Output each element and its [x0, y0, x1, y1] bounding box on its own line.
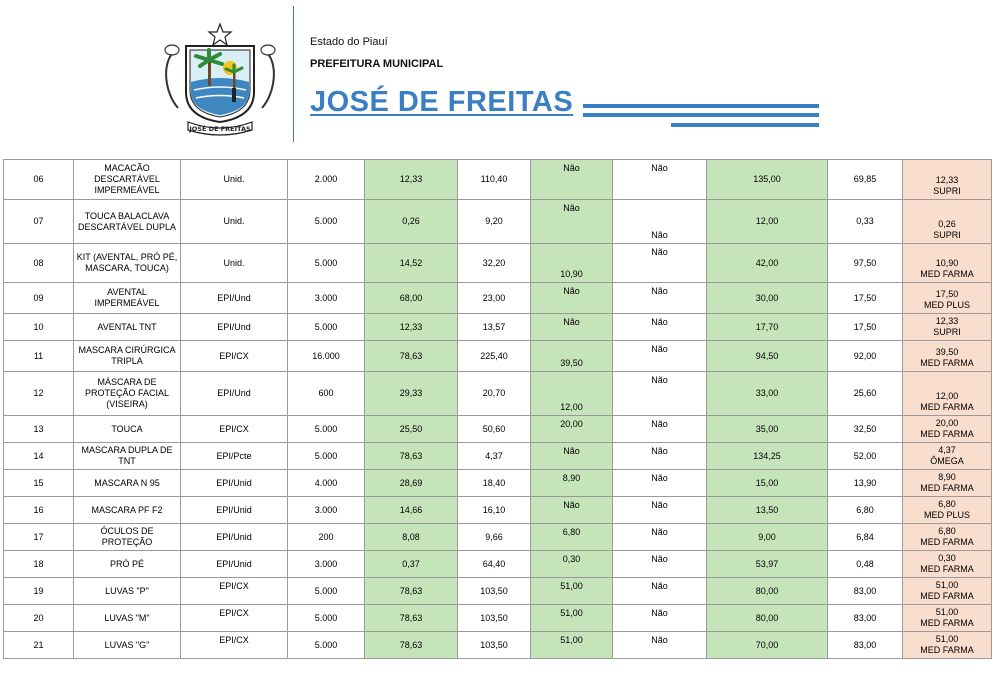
winning-price: [903, 341, 992, 372]
table-row: [4, 551, 992, 578]
header-divider: [293, 6, 294, 142]
price-col-10: 6,84: [828, 524, 903, 551]
price-col-9: 35,00: [707, 416, 828, 443]
table-row: [4, 578, 992, 605]
price-col-10: 52,00: [828, 443, 903, 470]
item-number: 09: [4, 283, 74, 314]
price-col-6: 225,40: [458, 341, 531, 372]
item-quantity: 3.000: [288, 551, 365, 578]
state-name: Estado do Piauí: [310, 36, 388, 48]
item-quantity: 200: [288, 524, 365, 551]
item-unit: EPI/Unid: [181, 551, 288, 578]
winning-price-value: 10,90: [935, 258, 959, 268]
price-col-9: 80,00: [707, 605, 828, 632]
price-col-7: Não: [531, 497, 613, 524]
price-col-8: Não: [613, 497, 707, 524]
winning-price: [903, 443, 992, 470]
price-col-7: 0,30: [531, 551, 613, 578]
winning-supplier: MED FARMA: [920, 591, 974, 601]
winning-supplier: SUPRI: [933, 230, 961, 240]
winning-price: [903, 200, 992, 244]
table-row: [4, 244, 992, 283]
item-number: 20: [4, 605, 74, 632]
price-col-6: 103,50: [458, 632, 531, 659]
table-row: [4, 341, 992, 372]
table-row: [4, 632, 992, 659]
item-quantity: 5.000: [288, 416, 365, 443]
price-col-5: 78,63: [365, 578, 458, 605]
item-number: 21: [4, 632, 74, 659]
item-unit: Unid.: [181, 160, 288, 200]
item-number: 16: [4, 497, 74, 524]
price-col-10: 32,50: [828, 416, 903, 443]
price-col-6: 4,37: [458, 443, 531, 470]
item-quantity: 5.000: [288, 443, 365, 470]
item-number: 19: [4, 578, 74, 605]
winning-supplier: MED PLUS: [923, 300, 970, 310]
item-description: AVENTAL IMPERMEÁVEL: [74, 283, 181, 314]
winning-supplier: MED FARMA: [920, 402, 974, 412]
item-description: TOUCA: [74, 416, 181, 443]
price-col-7: 6,80: [531, 524, 613, 551]
winning-price: [903, 244, 992, 283]
letterhead: [0, 0, 993, 150]
winning-price: [903, 632, 992, 659]
item-quantity: 5.000: [288, 578, 365, 605]
winning-price-value: 12,33: [935, 175, 959, 185]
price-col-6: 64,40: [458, 551, 531, 578]
winning-supplier: MED PLUS: [923, 510, 970, 520]
item-unit: EPI/CX: [181, 578, 288, 605]
svg-text:JOSÉ DE FREITAS: JOSÉ DE FREITAS: [189, 125, 251, 133]
winning-price-value: 4,37: [938, 445, 956, 455]
price-col-5: 14,52: [365, 244, 458, 283]
item-description: MASCARA DUPLA DE TNT: [74, 443, 181, 470]
item-quantity: 600: [288, 372, 365, 416]
price-col-7: 51,00: [531, 578, 613, 605]
price-col-5: 12,33: [365, 160, 458, 200]
item-description: LUVAS "M": [74, 605, 181, 632]
price-col-5: 78,63: [365, 341, 458, 372]
winning-price: [903, 160, 992, 200]
item-unit: Unid.: [181, 200, 288, 244]
winning-supplier: SUPRI: [933, 186, 961, 196]
table-row: [4, 160, 992, 200]
item-description: KIT (AVENTAL, PRÓ PÉ, MASCARA, TOUCA): [74, 244, 181, 283]
item-number: 14: [4, 443, 74, 470]
table-row: [4, 470, 992, 497]
price-col-7: Não: [531, 160, 613, 200]
winning-price: [903, 314, 992, 341]
item-number: 06: [4, 160, 74, 200]
winning-price-value: 12,33: [935, 316, 959, 326]
item-number: 10: [4, 314, 74, 341]
price-col-10: 0,33: [828, 200, 903, 244]
winning-price-value: 0,30: [938, 553, 956, 563]
price-col-7: 12,00: [531, 372, 613, 416]
item-unit: EPI/Und: [181, 372, 288, 416]
item-quantity: 4.000: [288, 470, 365, 497]
price-col-7: 39,50: [531, 341, 613, 372]
item-quantity: 5.000: [288, 632, 365, 659]
item-quantity: 5.000: [288, 605, 365, 632]
price-col-10: 69,85: [828, 160, 903, 200]
price-col-9: 94,50: [707, 341, 828, 372]
price-col-10: 0,48: [828, 551, 903, 578]
price-col-8: Não: [613, 341, 707, 372]
price-table: [3, 159, 992, 659]
winning-price: [903, 497, 992, 524]
price-col-10: 92,00: [828, 341, 903, 372]
item-unit: EPI/Pcte: [181, 443, 288, 470]
price-col-9: 33,00: [707, 372, 828, 416]
city-name: JOSÉ DE FREITAS: [310, 86, 574, 118]
winning-supplier: MED FARMA: [920, 358, 974, 368]
item-unit: EPI/CX: [181, 632, 288, 659]
price-col-5: 78,63: [365, 605, 458, 632]
price-col-6: 32,20: [458, 244, 531, 283]
price-col-9: 12,00: [707, 200, 828, 244]
price-col-10: 83,00: [828, 605, 903, 632]
price-col-6: 13,57: [458, 314, 531, 341]
price-col-8: Não: [613, 416, 707, 443]
winning-price: [903, 416, 992, 443]
price-col-7: Não: [531, 283, 613, 314]
winning-supplier: MED FARMA: [920, 564, 974, 574]
item-description: TOUCA BALACLAVA DESCARTÁVEL DUPLA: [74, 200, 181, 244]
winning-price-value: 51,00: [935, 580, 959, 590]
winning-price-value: 17,50: [935, 289, 959, 299]
price-col-6: 18,40: [458, 470, 531, 497]
price-col-5: 78,63: [365, 443, 458, 470]
item-number: 17: [4, 524, 74, 551]
table-row: [4, 314, 992, 341]
item-unit: EPI/CX: [181, 341, 288, 372]
price-col-9: 30,00: [707, 283, 828, 314]
winning-price: [903, 470, 992, 497]
price-col-10: 17,50: [828, 314, 903, 341]
item-description: MASCARA N 95: [74, 470, 181, 497]
winning-price-value: 51,00: [935, 634, 959, 644]
winning-price-value: 12,00: [935, 391, 959, 401]
price-col-8: Não: [613, 443, 707, 470]
item-quantity: 16.000: [288, 341, 365, 372]
winning-price: [903, 372, 992, 416]
winning-supplier: MED FARMA: [920, 269, 974, 279]
price-col-9: 9,00: [707, 524, 828, 551]
price-col-8: Não: [613, 314, 707, 341]
item-quantity: 3.000: [288, 497, 365, 524]
item-description: MASCARA PF F2: [74, 497, 181, 524]
table-row: [4, 524, 992, 551]
winning-price-value: 51,00: [935, 607, 959, 617]
price-col-7: Não: [531, 200, 613, 244]
item-description: MACACÃO DESCARTÁVEL IMPERMEÁVEL: [74, 160, 181, 200]
table-row: [4, 443, 992, 470]
municipal-coat-of-arms: [160, 22, 280, 136]
price-col-9: 15,00: [707, 470, 828, 497]
price-col-6: 110,40: [458, 160, 531, 200]
decorative-bars: [583, 104, 819, 134]
price-col-7: 10,90: [531, 244, 613, 283]
price-col-8: Não: [613, 283, 707, 314]
item-unit: EPI/Unid: [181, 470, 288, 497]
item-quantity: 3.000: [288, 283, 365, 314]
table-row: [4, 372, 992, 416]
price-col-9: 13,50: [707, 497, 828, 524]
price-col-9: 42,00: [707, 244, 828, 283]
winning-supplier: MED FARMA: [920, 645, 974, 655]
price-col-7: 51,00: [531, 632, 613, 659]
price-col-9: 70,00: [707, 632, 828, 659]
winning-supplier: ÔMEGA: [930, 456, 964, 466]
price-col-9: 135,00: [707, 160, 828, 200]
price-col-7: 51,00: [531, 605, 613, 632]
price-col-8: Não: [613, 200, 707, 244]
price-col-6: 50,60: [458, 416, 531, 443]
prefecture-label: PREFEITURA MUNICIPAL: [310, 58, 444, 70]
price-col-8: Não: [613, 244, 707, 283]
price-col-8: Não: [613, 578, 707, 605]
item-unit: EPI/Unid: [181, 524, 288, 551]
price-col-8: Não: [613, 470, 707, 497]
winning-price-value: 6,80: [938, 499, 956, 509]
item-number: 15: [4, 470, 74, 497]
price-col-6: 20,70: [458, 372, 531, 416]
price-col-8: Não: [613, 632, 707, 659]
item-number: 11: [4, 341, 74, 372]
table-row: [4, 200, 992, 244]
item-unit: EPI/Und: [181, 283, 288, 314]
price-col-6: 23,00: [458, 283, 531, 314]
price-col-10: 83,00: [828, 632, 903, 659]
item-number: 12: [4, 372, 74, 416]
price-col-8: Não: [613, 605, 707, 632]
price-col-8: Não: [613, 524, 707, 551]
price-col-6: 9,20: [458, 200, 531, 244]
price-col-6: 16,10: [458, 497, 531, 524]
winning-price: [903, 551, 992, 578]
winning-supplier: MED FARMA: [920, 618, 974, 628]
winning-supplier: SUPRI: [933, 327, 961, 337]
winning-price: [903, 605, 992, 632]
winning-supplier: MED FARMA: [920, 537, 974, 547]
price-col-10: 13,90: [828, 470, 903, 497]
item-quantity: 2.000: [288, 160, 365, 200]
item-number: 13: [4, 416, 74, 443]
price-col-6: 103,50: [458, 578, 531, 605]
winning-price-value: 20,00: [935, 418, 959, 428]
price-col-5: 0,26: [365, 200, 458, 244]
winning-supplier: MED FARMA: [920, 429, 974, 439]
winning-price: [903, 578, 992, 605]
item-unit: EPI/CX: [181, 605, 288, 632]
price-col-8: Não: [613, 160, 707, 200]
winning-price-value: 39,50: [935, 347, 959, 357]
price-col-10: 17,50: [828, 283, 903, 314]
winning-price: [903, 283, 992, 314]
price-col-5: 0,37: [365, 551, 458, 578]
item-quantity: 5.000: [288, 244, 365, 283]
winning-price-value: 0,26: [938, 219, 956, 229]
price-col-5: 28,69: [365, 470, 458, 497]
winning-supplier: MED FARMA: [920, 483, 974, 493]
table-row: [4, 605, 992, 632]
price-col-5: 14,66: [365, 497, 458, 524]
price-col-7: Não: [531, 314, 613, 341]
item-unit: EPI/Unid: [181, 497, 288, 524]
price-col-5: 68,00: [365, 283, 458, 314]
item-unit: EPI/Und: [181, 314, 288, 341]
price-col-10: 83,00: [828, 578, 903, 605]
item-unit: Unid.: [181, 244, 288, 283]
price-col-6: 9,66: [458, 524, 531, 551]
item-number: 07: [4, 200, 74, 244]
price-col-5: 8,08: [365, 524, 458, 551]
item-description: LUVAS "G": [74, 632, 181, 659]
item-number: 08: [4, 244, 74, 283]
item-description: AVENTAL TNT: [74, 314, 181, 341]
item-description: PRÓ PÉ: [74, 551, 181, 578]
winning-price-value: 8,90: [938, 472, 956, 482]
price-col-5: 29,33: [365, 372, 458, 416]
item-number: 18: [4, 551, 74, 578]
price-col-10: 6,80: [828, 497, 903, 524]
price-col-8: Não: [613, 372, 707, 416]
price-col-7: 8,90: [531, 470, 613, 497]
item-description: MÁSCARA DE PROTEÇÃO FACIAL (VISEIRA): [74, 372, 181, 416]
price-col-9: 80,00: [707, 578, 828, 605]
price-col-5: 12,33: [365, 314, 458, 341]
price-col-9: 53,97: [707, 551, 828, 578]
winning-price: [903, 524, 992, 551]
item-quantity: 5.000: [288, 200, 365, 244]
item-quantity: 5.000: [288, 314, 365, 341]
table-row: [4, 283, 992, 314]
price-col-9: 134,25: [707, 443, 828, 470]
item-unit: EPI/CX: [181, 416, 288, 443]
price-col-8: Não: [613, 551, 707, 578]
price-col-5: 25,50: [365, 416, 458, 443]
price-col-5: 78,63: [365, 632, 458, 659]
price-col-10: 97,50: [828, 244, 903, 283]
item-description: ÓCULOS DE PROTEÇÃO: [74, 524, 181, 551]
price-col-6: 103,50: [458, 605, 531, 632]
table-row: [4, 416, 992, 443]
item-description: LUVAS "P": [74, 578, 181, 605]
table-row: [4, 497, 992, 524]
price-col-7: Não: [531, 443, 613, 470]
item-description: MASCARA CIRÚRGICA TRIPLA: [74, 341, 181, 372]
winning-price-value: 6,80: [938, 526, 956, 536]
price-col-10: 25,60: [828, 372, 903, 416]
price-col-9: 17,70: [707, 314, 828, 341]
price-col-7: 20,00: [531, 416, 613, 443]
